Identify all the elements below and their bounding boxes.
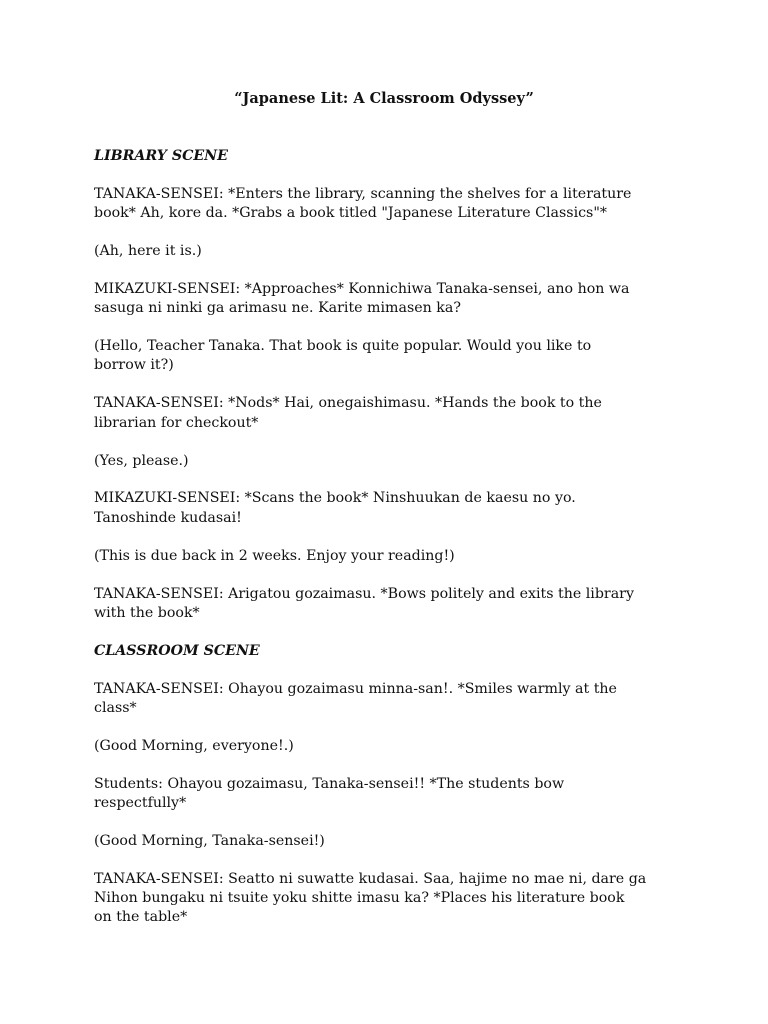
translation-paragraph — [94, 737, 684, 756]
text-line: TANAKA-SENSEI: Arigatou gozaimasu. *Bows politely and exits the library — [94, 585, 634, 602]
text-line: sasuga ni ninki ga arimasu ne. Karite mimasen ka? — [94, 300, 461, 317]
dialogue-paragraph — [94, 394, 684, 433]
text-line: Students: Ohayou gozaimasu, Tanaka-sensei!! *The students bow — [94, 775, 565, 792]
translation-paragraph — [94, 337, 684, 376]
dialogue-paragraph — [94, 489, 684, 528]
text-line: (Yes, please.) — [94, 452, 189, 469]
translation-paragraph — [94, 452, 684, 471]
document-title: “Japanese Lit: A Classroom Odyssey” — [234, 90, 534, 107]
dialogue-paragraph — [94, 870, 684, 928]
text-line: Nihon bungaku ni tsuite yoku shitte imasu ka? *Places his literature book — [94, 890, 625, 907]
text-line: class* — [94, 699, 137, 716]
text-line: librarian for checkout* — [94, 414, 259, 431]
text-line: TANAKA-SENSEI: *Enters the library, scanning the shelves for a literature — [94, 185, 632, 202]
translation-paragraph — [94, 242, 684, 261]
text-line: (Hello, Teacher Tanaka. That book is quite popular. Would you like to — [94, 338, 592, 355]
text-line: TANAKA-SENSEI: Seatto ni suwatte kudasai. Saa, hajime no mae ni, dare ga — [94, 870, 647, 887]
scene-heading — [94, 147, 684, 166]
text-line: TANAKA-SENSEI: *Nods* Hai, onegaishimasu. *Hands the book to the — [94, 395, 602, 412]
text-line: book* Ah, kore da. *Grabs a book titled "Japanese Literature Classics"* — [94, 205, 607, 222]
text-line: MIKAZUKI-SENSEI: *Scans the book* Ninshuukan de kaesu no yo. — [94, 490, 576, 507]
text-line: TANAKA-SENSEI: Ohayou gozaimasu minna-san!. *Smiles warmly at the — [94, 680, 617, 697]
scene-heading — [94, 642, 684, 661]
dialogue-paragraph — [94, 775, 684, 814]
text-line: on the table* — [94, 909, 188, 926]
text-line: (This is due back in 2 weeks. Enjoy your reading!) — [94, 547, 455, 564]
text-line: with the book* — [94, 604, 200, 621]
translation-paragraph — [94, 547, 684, 566]
text-line: respectfully* — [94, 794, 187, 811]
text-line: (Ah, here it is.) — [94, 243, 202, 260]
text-line: Tanoshinde kudasai! — [94, 509, 242, 526]
dialogue-paragraph — [94, 680, 684, 719]
text-line: MIKAZUKI-SENSEI: *Approaches* Konnichiwa Tanaka-sensei, ano hon wa — [94, 280, 630, 297]
dialogue-paragraph — [94, 585, 684, 624]
translation-paragraph — [94, 832, 684, 851]
dialogue-paragraph — [94, 185, 684, 224]
text-line: borrow it?) — [94, 357, 174, 374]
dialogue-paragraph — [94, 280, 684, 319]
document-body — [94, 147, 684, 946]
text-line: (Good Morning, everyone!.) — [94, 737, 294, 754]
text-line: (Good Morning, Tanaka-sensei!) — [94, 832, 325, 849]
text-line: LIBRARY SCENE — [94, 148, 228, 164]
text-line: CLASSROOM SCENE — [94, 642, 260, 659]
